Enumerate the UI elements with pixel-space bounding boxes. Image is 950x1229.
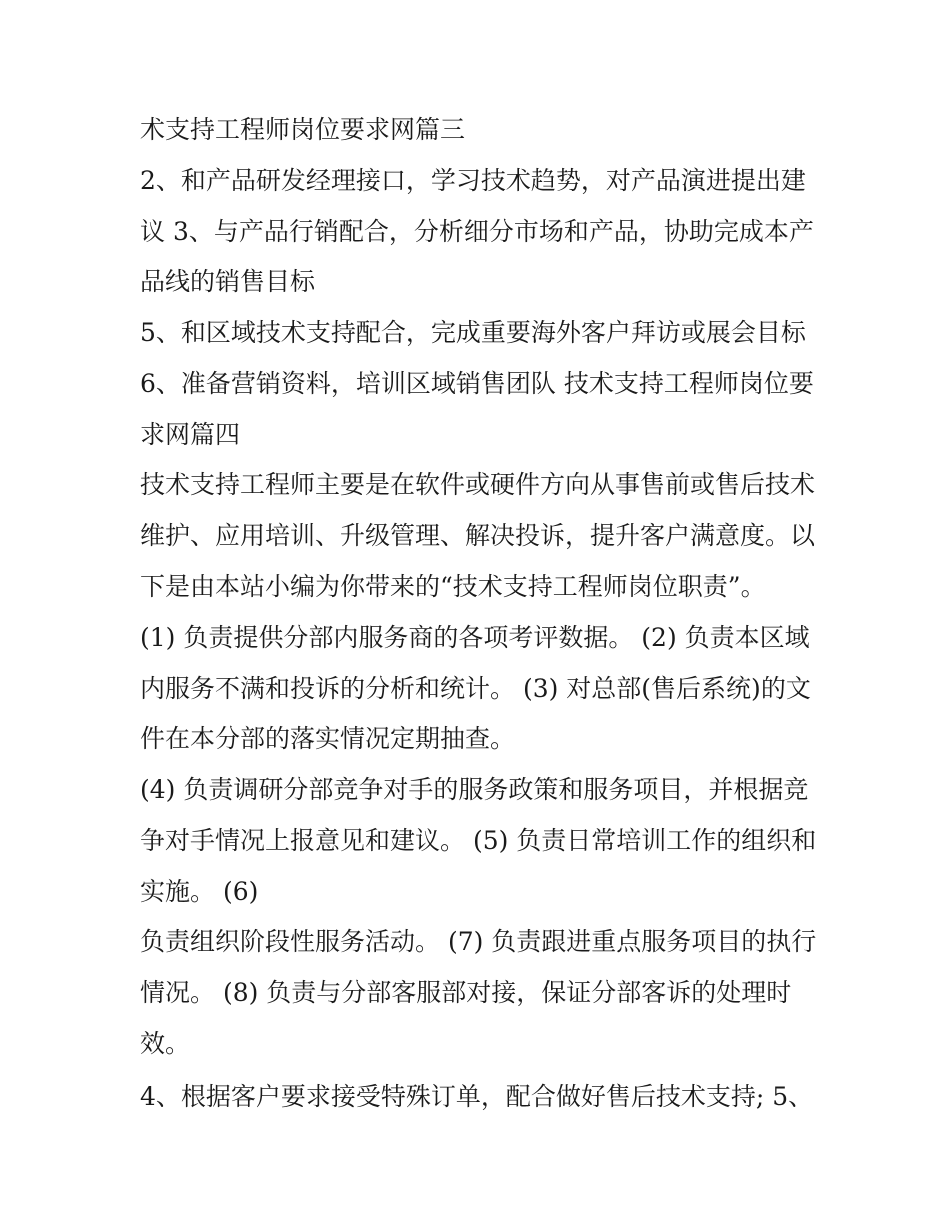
text-line: 实施。 (6)	[140, 877, 259, 906]
text-line: 4、根据客户要求接受特殊订单，配合做好售后技术支持; 5、	[140, 1082, 814, 1111]
text-line: 议 3、与产品行销配合，分析细分市场和产品，协助完成本产	[140, 217, 814, 246]
text-line: 件在本分部的落实情况定期抽查。	[140, 724, 516, 753]
text-line: 负责组织阶段性服务活动。 (7) 负责跟进重点服务项目的执行	[140, 927, 817, 956]
text-line: 争对手情况上报意见和建议。 (5) 负责日常培训工作的组织和	[140, 826, 817, 855]
text-line: 下是由本站小编为你带来的“技术支持工程师岗位职责”。	[140, 572, 766, 601]
text-line: 效。	[140, 1029, 191, 1058]
text-line: 情况。 (8) 负责与分部客服部对接，保证分部客诉的处理时	[140, 978, 792, 1007]
text-line: 技术支持工程师主要是在软件或硬件方向从事售前或售后技术	[140, 470, 816, 499]
text-line: (1) 负责提供分部内服务商的各项考评数据。 (2) 负责本区域	[140, 623, 810, 652]
text-line: 维护、应用培训、升级管理、解决投诉，提升客户满意度。以	[140, 521, 816, 550]
text-line: 6、准备营销资料，培训区域销售团队 技术支持工程师岗位要	[140, 369, 814, 398]
text-line: 5、和区域技术支持配合，完成重要海外客户拜访或展会目标	[140, 318, 806, 347]
text-line: 求网篇四	[140, 420, 241, 449]
text-line: 术支持工程师岗位要求网篇三	[140, 115, 466, 144]
text-line: 内服务不满和投诉的分析和统计。 (3) 对总部(售后系统)的文	[140, 674, 811, 703]
text-line: 2、和产品研发经理接口，学习技术趋势，对产品演进提出建	[140, 166, 806, 195]
text-line: (4) 负责调研分部竞争对手的服务政策和服务项目，并根据竞	[140, 775, 809, 804]
text-line: 品线的销售目标	[140, 267, 316, 296]
